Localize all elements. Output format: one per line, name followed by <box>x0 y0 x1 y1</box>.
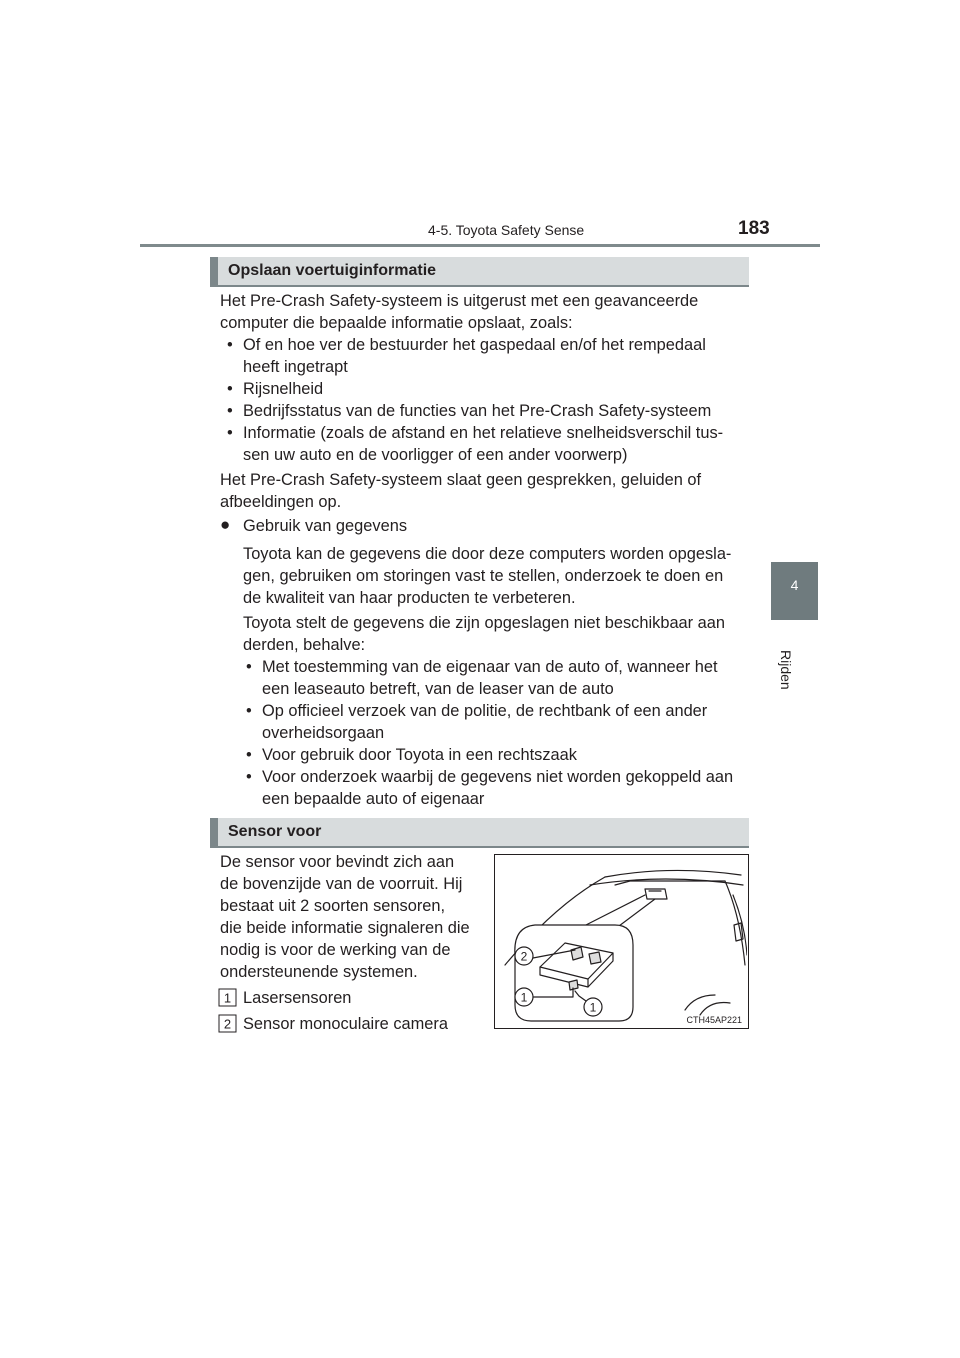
paragraph-line: die beide informatie signaleren die <box>220 919 470 937</box>
bullet-text: een bepaalde auto of eigenaar <box>262 790 485 808</box>
item-label: Lasersensoren <box>243 989 352 1007</box>
bullet-marker: • <box>246 746 252 764</box>
paragraph-line: ondersteunende systemen. <box>220 963 418 981</box>
section-title: Opslaan voertuiginformatie <box>228 262 437 279</box>
windshield-sensor-drawing <box>495 855 747 1027</box>
bullet-text: een leaseauto betreft, van de leaser van de auto <box>262 680 614 698</box>
intro-line: computer die bepaalde informatie opslaat, zoals: <box>220 314 573 332</box>
bullet-text: Op officieel verzoek van de politie, de rechtbank of een ander <box>262 702 708 720</box>
subheading: Gebruik van gegevens <box>243 517 408 535</box>
paragraph-line: nodig is voor de werking van de <box>220 941 451 959</box>
paragraph-line: Het Pre-Crash Safety-systeem slaat geen gesprekken, geluiden of <box>220 471 702 489</box>
bullet-marker: • <box>227 380 233 398</box>
header-rule <box>140 244 820 247</box>
running-header-section: 4-5. Toyota Safety Sense <box>428 222 585 238</box>
callout-number: 1 <box>589 1000 597 1015</box>
item-label: Sensor monoculaire camera <box>243 1015 448 1033</box>
page-number: 183 <box>738 218 770 239</box>
paragraph-line: De sensor voor bevindt zich aan <box>220 853 455 871</box>
bullet-marker: • <box>246 658 252 676</box>
paragraph-line: afbeeldingen op. <box>220 493 342 511</box>
paragraph-line: de kwaliteit van haar producten te verbeteren. <box>243 589 576 607</box>
bullet-text: Rijsnelheid <box>243 380 324 398</box>
callout-number: 1 <box>520 990 528 1005</box>
bullet-marker: • <box>227 336 233 354</box>
section-heading-bar <box>210 818 749 846</box>
number-1-icon <box>218 988 237 1007</box>
item-number: 1 <box>223 990 232 1006</box>
paragraph-line: derden, behalve: <box>243 636 366 654</box>
section-heading-bar <box>210 257 749 285</box>
paragraph-line: bestaat uit 2 soorten sensoren, <box>220 897 446 915</box>
bullet-text: Bedrijfsstatus van de functies van het Pre-Crash Safety-systeem <box>243 402 712 420</box>
sensor-illustration <box>494 854 749 1029</box>
section-title: Sensor voor <box>228 823 322 840</box>
bullet-marker: • <box>246 702 252 720</box>
bullet-marker: • <box>227 402 233 420</box>
paragraph-line: Toyota kan de gegevens die door deze computers worden opgesla- <box>243 545 732 563</box>
chapter-label: Rijden <box>778 650 794 690</box>
bullet-text: Of en hoe ver de bestuurder het gaspedaal en/of het rempedaal <box>243 336 706 354</box>
chapter-number: 4 <box>790 577 799 593</box>
item-number: 2 <box>223 1016 232 1032</box>
callout-number: 2 <box>520 949 528 964</box>
intro-line: Het Pre-Crash Safety-systeem is uitgerust met een geavanceerde <box>220 292 699 310</box>
bullet-marker: • <box>227 424 233 442</box>
bullet-text: sen uw auto en de voorligger of een ander voorwerp) <box>243 446 628 464</box>
bullet-text: Voor onderzoek waarbij de gegevens niet worden gekoppeld aan <box>262 768 734 786</box>
bullet-text: heeft ingetrapt <box>243 358 348 376</box>
filled-circle-bullet-icon: ● <box>220 515 231 534</box>
bullet-text: Met toestemming van de eigenaar van de auto of, wanneer het <box>262 658 718 676</box>
paragraph-line: de bovenzijde van de voorruit. Hij <box>220 875 463 893</box>
figure-code: CTH45AP221 <box>686 1015 742 1025</box>
bullet-marker: • <box>246 768 252 786</box>
bullet-text: Voor gebruik door Toyota in een rechtszaak <box>262 746 577 764</box>
paragraph-line: gen, gebruiken om storingen vast te stellen, onderzoek te doen en <box>243 567 724 585</box>
number-2-icon <box>218 1014 237 1033</box>
bullet-text: overheidsorgaan <box>262 724 385 742</box>
paragraph-line: Toyota stelt de gegevens die zijn opgeslagen niet beschikbaar aan <box>243 614 726 632</box>
bullet-text: Informatie (zoals de afstand en het relatieve snelheidsverschil tus- <box>243 424 724 442</box>
